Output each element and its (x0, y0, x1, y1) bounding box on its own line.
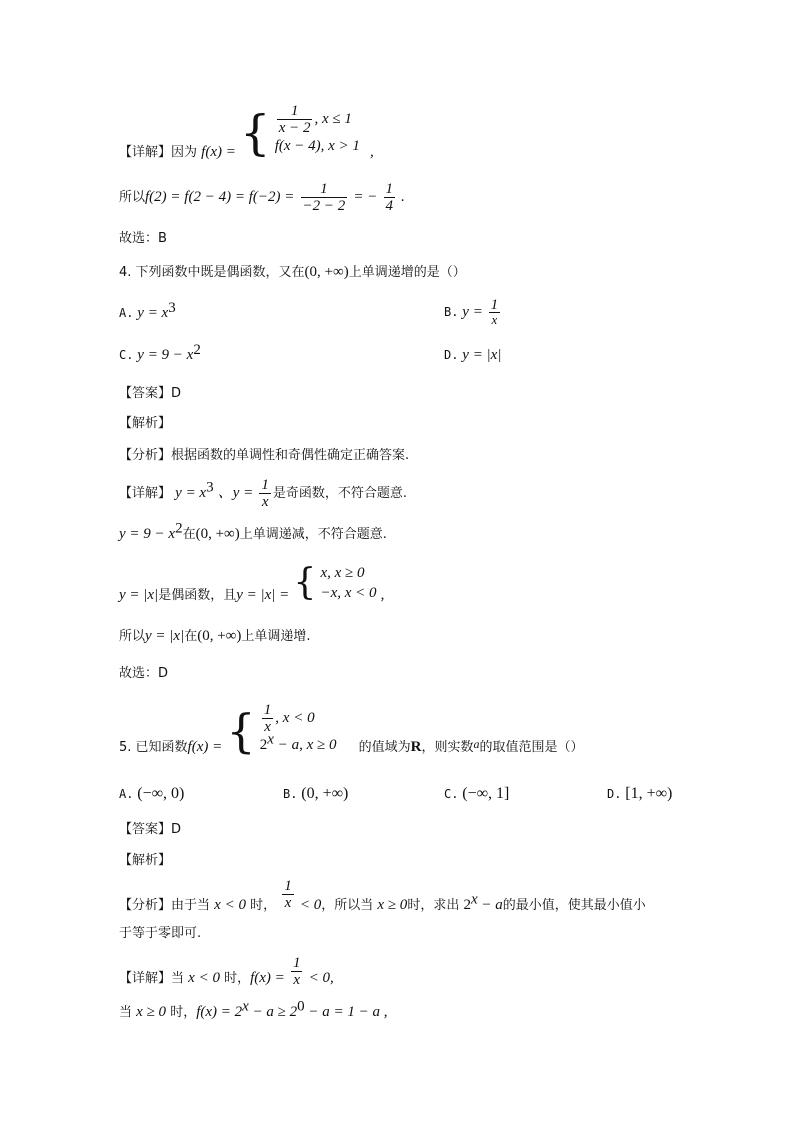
detail-label: 【详解】 (119, 145, 172, 160)
fraction-one-over-x: $\frac{1}{x}$ (263, 702, 272, 735)
q5-piecewise: $\frac{1}{x}$ , x < 0 $2^x - a$, x ≥ 0 (259, 702, 337, 753)
fraction-one-over-x: $\frac{1}{x}$ (261, 477, 269, 510)
fraction-one-over-x: $\frac{1}{x}$ (490, 297, 499, 327)
q4-analysis-head: 【解析】 (119, 416, 172, 431)
f-def-lhs: f(x) = (201, 144, 236, 160)
q5-analysis-head: 【解析】 (119, 853, 172, 868)
q4-detail-1: 【详解】 $y = x^3$ 、y = $\frac{1}{x}$ 是奇函数，不符合题意. (119, 477, 408, 510)
q4-answer: 【答案】D (119, 386, 182, 401)
q5-analysis-1: 【分析】由于当 x < 0 时， $\frac{1}{x}$ < 0，所以当 x ≥ 0时，求出 $2^x - a$的最小值，使其最小值小 (119, 878, 646, 913)
case-row-1: $\frac{1}{x - 2}$ , x ≤ 1 (278, 103, 352, 136)
q3-so-line: 所以f(2) = f(2 − 4) = f(−2) = $\frac{1}{-2 - 2}$ = − $\frac{1}{4}$ . (119, 181, 405, 214)
q5-option-c[interactable]: C. (−∞, 1] (444, 785, 510, 802)
q3-choose: 故选：B (119, 231, 167, 246)
q5-detail-2: 当 x ≥ 0 时，$f(x) = 2^x - a \ge 2^0 - a = 1 - a$ , (119, 998, 388, 1020)
q5-option-a[interactable]: A. (−∞, 0) (119, 785, 185, 802)
q4-detail-4: 所以y = |x|在(0, +∞)上单调递增. (119, 628, 311, 644)
q5-analysis-2: 于等于零即可. (119, 926, 202, 941)
piecewise-cases (275, 103, 360, 156)
left-brace-icon: { (240, 104, 271, 161)
q5-answer: 【答案】D (119, 822, 182, 837)
because-text: 因为 (171, 145, 198, 160)
fraction-one-over-neg4: $\frac{1}{-2 - 2}$ (302, 181, 346, 214)
q4-choose: 故选：D (119, 666, 169, 681)
q4-analysis: 【分析】根据函数的单调性和奇偶性确定正确答案. (119, 448, 410, 463)
q5-detail-1: 【详解】当 x < 0 时，f(x) = $\frac{1}{x}$ < 0, (119, 955, 334, 988)
fraction-one-over-x: $\frac{1}{x}$ (292, 955, 301, 988)
q4-detail-2: $y = 9 - x^2$在(0, +∞)上单调递减，不符合题意. (119, 520, 387, 542)
q4-stem: 4. 下列函数中既是偶函数，又在(0, +∞)上单调递增的是（） (119, 264, 466, 280)
q4-option-a[interactable]: A. $y = x^3$ (119, 300, 176, 321)
q5-option-b[interactable]: B. (0, +∞) (283, 785, 349, 802)
q4-option-c[interactable]: C. $y = 9 - x^2$ (119, 342, 201, 363)
q4-option-b[interactable]: B. y = $\frac{1}{x}$ (444, 297, 499, 327)
abs-cases: x, x ≥ 0 −x, x < 0 (320, 565, 377, 601)
q5-stem: 5. 已知函数f(x) = { $\frac{1}{x}$ , x < 0 $2^x - a$, x ≥ 0 的值域为R，则实数a的取值范围是（） (119, 702, 584, 758)
q3-detail-line: 【详解】因为 f(x) = { $\frac{1}{x - 2}$ , x ≤ 1 f(x − 4), x > 1 , (119, 103, 374, 161)
fraction-one-fourth: $\frac{1}{4}$ (385, 181, 394, 214)
fraction-one-over-x: $\frac{1}{x}$ (284, 878, 292, 911)
left-brace-icon: { (226, 704, 256, 758)
q5-option-d[interactable]: D. [1, +∞) (607, 785, 673, 802)
q4-option-d[interactable]: D. y = |x| (444, 347, 502, 363)
case-row-2: f(x − 4), x > 1 (274, 138, 360, 154)
case1-fraction: $\frac{1}{x - 2}$ (278, 103, 311, 136)
left-brace-icon: { (293, 562, 317, 603)
q4-detail-3: y = |x|是偶函数，且y = |x| = { x, x ≥ 0 −x, x < 0 , (119, 562, 385, 603)
